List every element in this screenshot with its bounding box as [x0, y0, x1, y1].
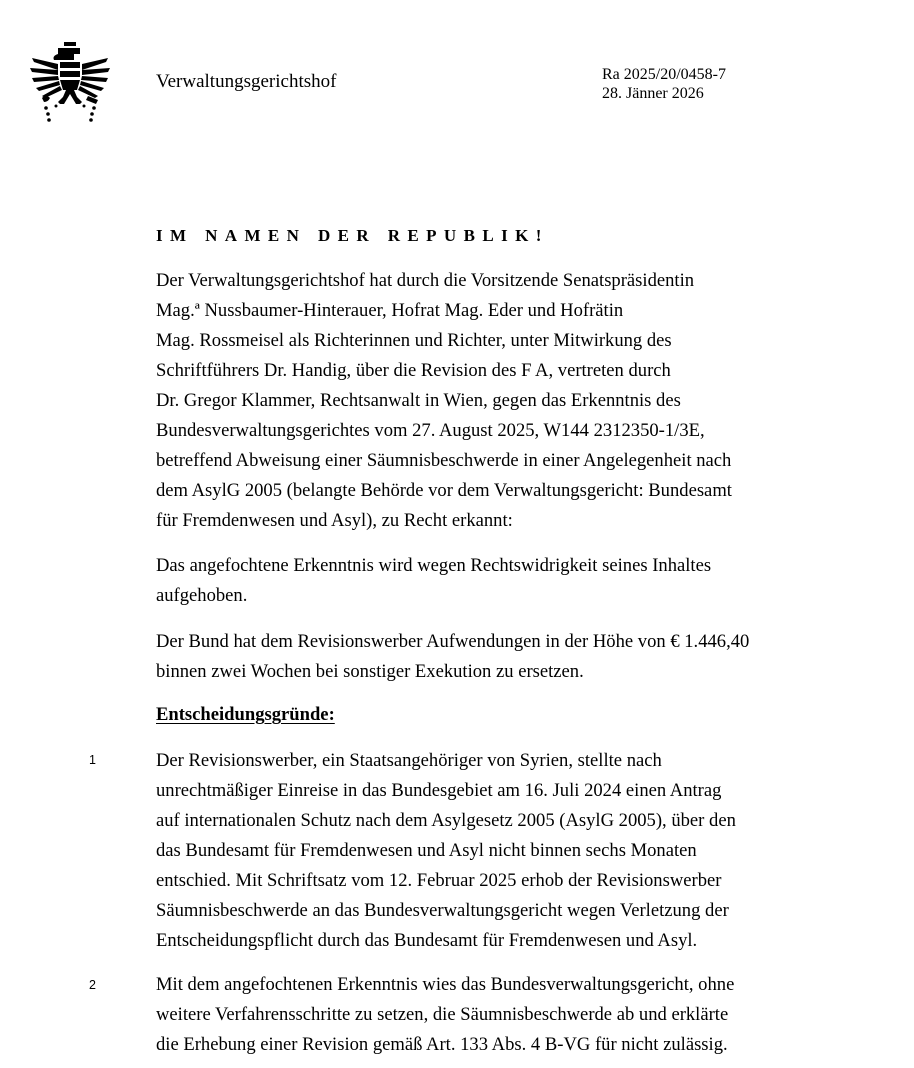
text-line: das Bundesamt für Fremdenwesen und Asyl nicht binnen sechs Monaten: [156, 840, 697, 861]
text-line: die Erhebung einer Revision gemäß Art. 133 Abs. 4 B-VG für nicht zulässig.: [156, 1034, 728, 1055]
text-line: Säumnisbeschwerde an das Bundesverwaltungsgericht wegen Verletzung der: [156, 900, 729, 921]
austrian-eagle-coat-of-arms-icon: [28, 40, 112, 126]
section-heading: Entscheidungsgründe:: [156, 704, 335, 725]
text-line: weitere Verfahrensschritte zu setzen, die Säumnisbeschwerde ab und erklärte: [156, 1004, 729, 1025]
reasons-paragraph-2: [156, 970, 734, 1060]
paragraph-number: 2: [89, 978, 96, 992]
court-name: Verwaltungsgerichtshof: [156, 71, 337, 92]
intro-paragraph: [156, 266, 732, 536]
reasons-paragraph-1: [156, 746, 736, 956]
paragraph-number: 1: [89, 753, 96, 767]
text-line: auf internationalen Schutz nach dem Asylgesetz 2005 (AsylG 2005), über den: [156, 810, 736, 831]
text-line: Schriftführers Dr. Handig, über die Revision des F A, vertreten durch: [156, 360, 671, 381]
text-line: Mag. Rossmeisel als Richterinnen und Richter, unter Mitwirkung des: [156, 330, 672, 351]
text-line: betreffend Abweisung einer Säumnisbeschwerde in einer Angelegenheit nach: [156, 450, 732, 471]
text-line: Der Verwaltungsgerichtshof hat durch die Vorsitzende Senatspräsidentin: [156, 270, 695, 291]
text-line: Der Revisionswerber, ein Staatsangehöriger von Syrien, stellte nach: [156, 750, 662, 771]
ruling-paragraph: [156, 551, 711, 611]
costs-paragraph: [156, 627, 749, 687]
document-title: IM NAMEN DER REPUBLIK!: [156, 226, 549, 245]
case-number: Ra 2025/20/0458-7: [602, 66, 726, 83]
text-line: Mit dem angefochtenen Erkenntnis wies das Bundesverwaltungsgericht, ohne: [156, 974, 735, 995]
text-line: Dr. Gregor Klammer, Rechtsanwalt in Wien, gegen das Erkenntnis des: [156, 390, 681, 411]
text-line: entschied. Mit Schriftsatz vom 12. Februar 2025 erhob der Revisionswerber: [156, 870, 722, 891]
decision-date: 28. Jänner 2026: [602, 85, 704, 102]
text-line: Mag.ª Nussbaumer-Hinterauer, Hofrat Mag. Eder und Hofrätin: [156, 300, 624, 321]
text-line: Der Bund hat dem Revisionswerber Aufwendungen in der Höhe von € 1.446,40: [156, 631, 750, 652]
text-line: unrechtmäßiger Einreise in das Bundesgebiet am 16. Juli 2024 einen Antrag: [156, 780, 722, 801]
case-reference: [602, 65, 726, 103]
text-line: Bundesverwaltungsgerichtes vom 27. August 2025, W144 2312350-1/3E,: [156, 420, 705, 441]
text-line: für Fremdenwesen und Asyl), zu Recht erkannt:: [156, 510, 513, 531]
text-line: Das angefochtene Erkenntnis wird wegen Rechtswidrigkeit seines Inhaltes: [156, 555, 712, 576]
text-line: Entscheidungspflicht durch das Bundesamt für Fremdenwesen und Asyl.: [156, 930, 698, 951]
text-line: aufgehoben.: [156, 585, 248, 606]
text-line: binnen zwei Wochen bei sonstiger Exekution zu ersetzen.: [156, 661, 584, 682]
text-line: dem AsylG 2005 (belangte Behörde vor dem Verwaltungsgericht: Bundesamt: [156, 480, 732, 501]
